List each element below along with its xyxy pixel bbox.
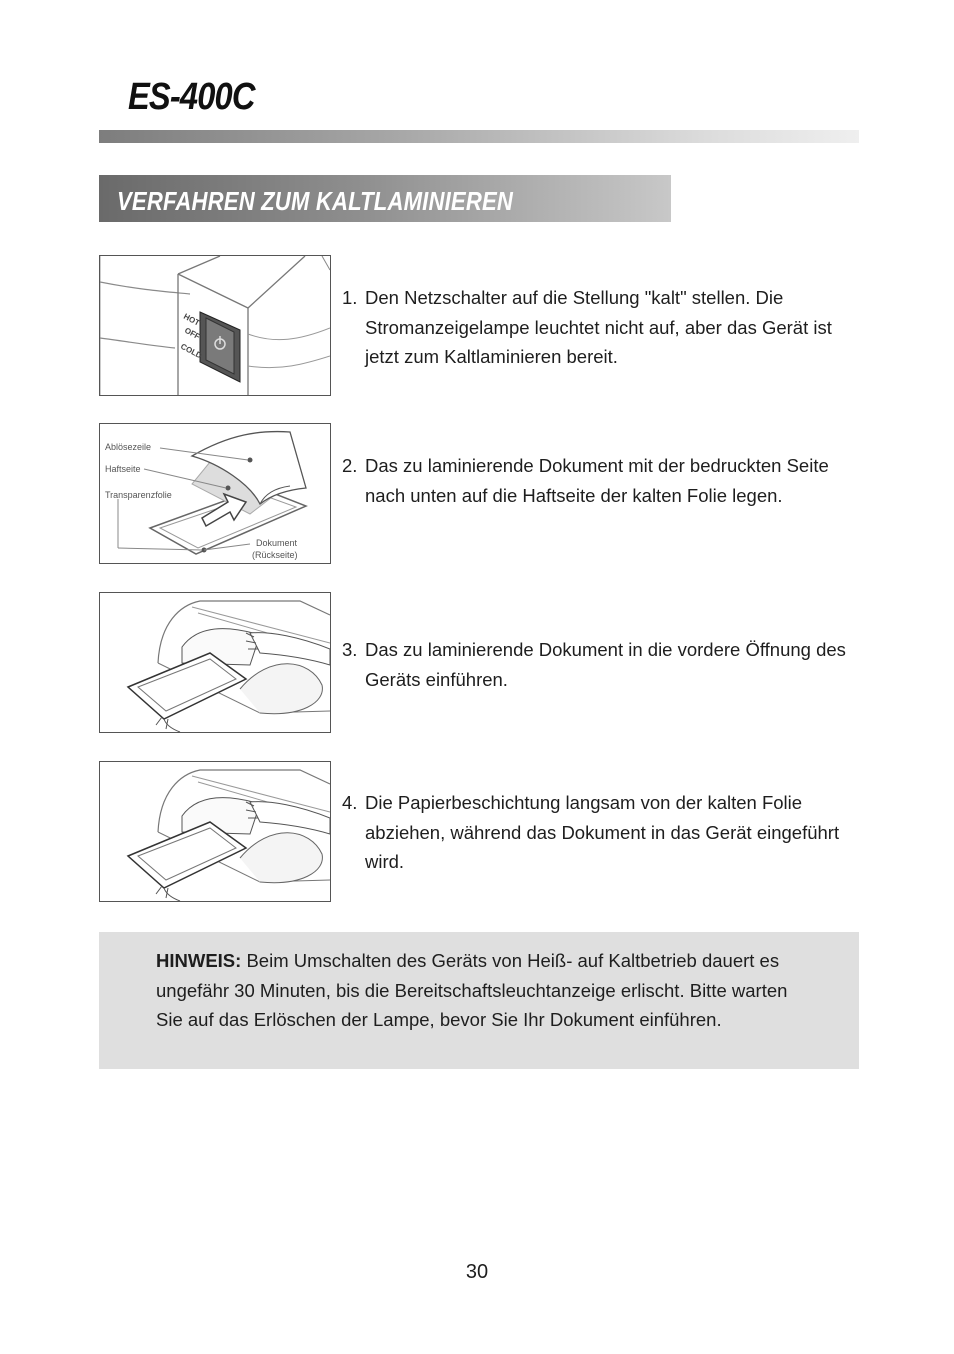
step-2 <box>342 451 862 510</box>
note-box <box>99 932 859 1069</box>
label-dokument: Dokument <box>256 538 298 548</box>
note-body: Beim Umschalten des Geräts von Heiß- auf Kaltbetrieb dauert es ungefähr 30 Minuten, bis die Bereitschaftsleuchtanzeige erlischt. Bitte warten Sie auf das Erlöschen der Lampe, bevor Sie Ihr Dokument einführen. <box>156 950 788 1030</box>
step-2-number: 2. <box>342 455 358 476</box>
step-2-film-illustration <box>99 423 331 564</box>
step-4-number: 4. <box>342 792 358 813</box>
step-4-text: Die Papierbeschichtung langsam von der kalten Folie abziehen, während das Dokument in das Gerät eingeführt wird. <box>365 792 840 872</box>
model-title: ES-400C <box>128 76 255 118</box>
step-3-feeding-illustration <box>99 592 331 733</box>
step-1 <box>342 283 862 372</box>
label-haftseite: Haftseite <box>105 464 141 474</box>
note-label: HINWEIS: <box>156 950 242 971</box>
step-1-number: 1. <box>342 287 358 308</box>
step-2-text: Das zu laminierende Dokument mit der bedruckten Seite nach unten auf die Haftseite der kalten Folie legen. <box>365 455 829 506</box>
switch-label-hot: HOT <box>182 311 202 328</box>
step-1-switch-illustration <box>99 255 331 396</box>
section-banner <box>99 175 671 222</box>
step-4-peeling-illustration <box>99 761 331 902</box>
page-number: 30 <box>465 1261 489 1283</box>
step-3-number: 3. <box>342 639 358 660</box>
label-ablosezeile: Ablösezeile <box>105 442 152 452</box>
step-1-text: Den Netzschalter auf die Stellung "kalt" stellen. Die Stromanzeigelampe leuchtet nicht auf, aber das Gerät ist jetzt zum Kaltlaminieren bereit. <box>365 287 832 367</box>
note-text-block <box>156 946 796 1035</box>
switch-label-cold: COLD <box>179 341 204 361</box>
label-transparenzfolie: Transparenzfolie <box>105 490 172 500</box>
step-4 <box>342 788 862 877</box>
title-divider-bar <box>99 130 859 143</box>
step-3 <box>342 635 862 694</box>
switch-label-off: OFF <box>183 325 202 342</box>
section-title: VERFAHREN ZUM KALTLAMINIEREN <box>117 186 514 216</box>
step-3-text: Das zu laminierende Dokument in die vordere Öffnung des Geräts einführen. <box>365 639 846 690</box>
label-rueckseite: (Rückseite) <box>252 550 298 560</box>
